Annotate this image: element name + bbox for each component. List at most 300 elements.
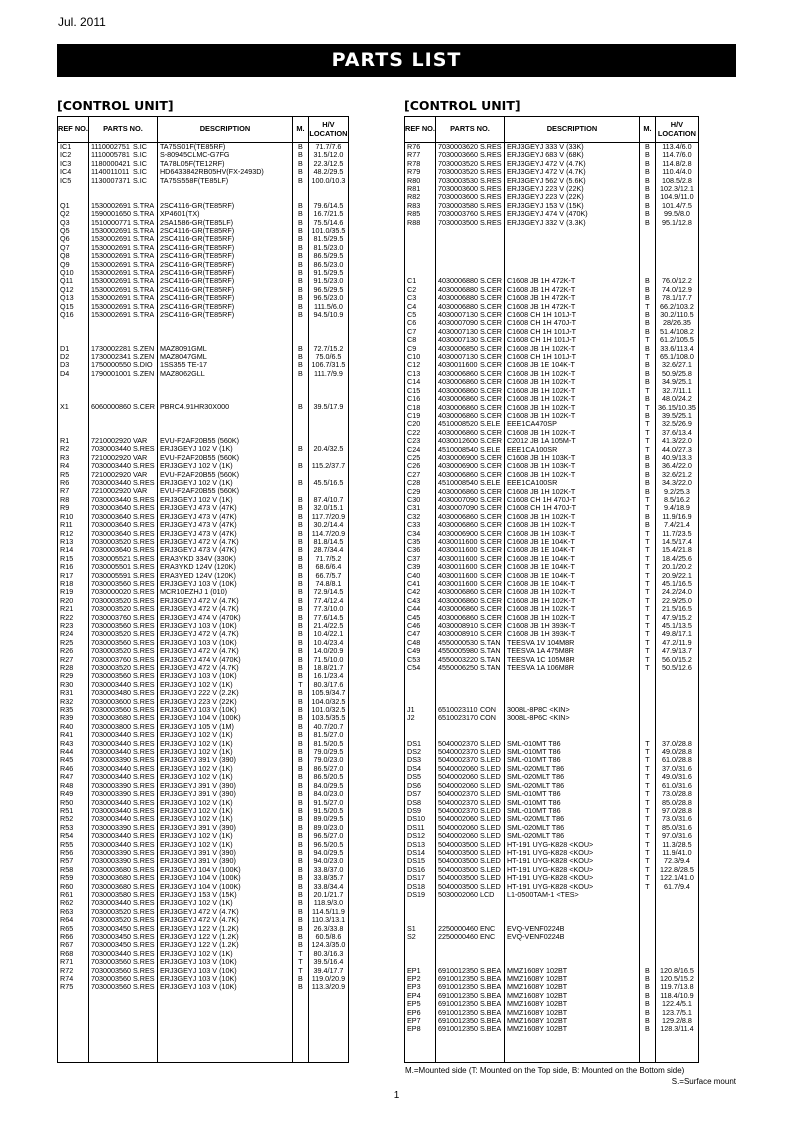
table-row — [405, 597, 699, 605]
description: C1608 JB 1H 102K-T — [504, 345, 639, 353]
part-type: S.RES — [131, 521, 157, 529]
location: 111.7/9.9 — [308, 370, 348, 378]
part-type: S.TRA — [131, 202, 157, 210]
mounted-side: B — [292, 925, 308, 933]
ref-no: R57 — [58, 857, 89, 865]
table-row — [405, 530, 699, 538]
mounted-side: B — [292, 799, 308, 807]
description: C1608 JB 1H 472K-T — [504, 294, 639, 302]
mounted-side: B — [292, 622, 308, 630]
description: 3008L-8P6C <KIN> — [504, 714, 639, 722]
ref-no: Q10 — [58, 269, 89, 277]
parts-no: 6910012350 — [436, 1009, 478, 1017]
table-row — [405, 983, 699, 991]
ref-no: IC4 — [58, 168, 89, 176]
description: C1608 JB 1E 104K-T — [504, 580, 639, 588]
table-row — [405, 773, 699, 781]
description: 2SC4116-GR(TE85RF) — [157, 244, 292, 252]
parts-no: 7030003680 — [89, 883, 131, 891]
location: 84.0/29.5 — [308, 782, 348, 790]
part-type: S.CER — [478, 538, 504, 546]
part-type: S.RES — [131, 639, 157, 647]
table-row — [405, 160, 699, 168]
ref-no: R63 — [58, 908, 89, 916]
location: 72.3/9.4 — [655, 857, 698, 865]
description: ERJ3GEYJ 102 V (1K) — [157, 731, 292, 739]
mounted-side: B — [292, 891, 308, 899]
location — [655, 252, 698, 260]
ref-no: C8 — [405, 336, 436, 344]
parts-no: 5040002060 — [436, 773, 478, 781]
part-type — [131, 320, 157, 328]
table-row — [405, 849, 699, 857]
location — [655, 261, 698, 269]
location: 72.7/15.2 — [308, 345, 348, 353]
header-location: H/V LOCATION — [655, 117, 698, 143]
ref-no: R52 — [58, 815, 89, 823]
table-row — [405, 454, 699, 462]
mounted-side — [639, 908, 655, 916]
mounted-side: B — [292, 286, 308, 294]
location — [655, 933, 698, 941]
mounted-side: T — [639, 588, 655, 596]
parts-no: 7030003450 — [89, 933, 131, 941]
location: 117.7/20.9 — [308, 513, 348, 521]
parts-no: 4030006860 — [436, 387, 478, 395]
parts-no: 4030007130 — [436, 336, 478, 344]
ref-no: R78 — [405, 160, 436, 168]
part-type: S.CER — [478, 370, 504, 378]
header-description: DESCRIPTION — [157, 117, 292, 143]
mounted-side: B — [639, 151, 655, 159]
mounted-side: T — [639, 572, 655, 580]
parts-no — [89, 395, 131, 403]
parts-no: 4030007130 — [436, 353, 478, 361]
description: C1608 JB 1E 104K-T — [504, 563, 639, 571]
location: 32.6/21.2 — [655, 471, 698, 479]
parts-no: 4030006860 — [436, 513, 478, 521]
parts-no — [436, 269, 478, 277]
description: ERJ3GEYJ 103 V (10K) — [157, 958, 292, 966]
description: TEESVA 1C 105M8R — [504, 656, 639, 664]
table-row — [58, 487, 349, 495]
table-row — [58, 403, 349, 411]
ref-no: C26 — [405, 462, 436, 470]
part-type: S.TAN — [478, 656, 504, 664]
location — [655, 706, 698, 714]
parts-no — [436, 908, 478, 916]
parts-no: 7030003520 — [89, 908, 131, 916]
mounted-side: B — [292, 815, 308, 823]
filler-cell — [292, 992, 308, 1063]
parts-no: 5040003500 — [436, 849, 478, 857]
description: ERJ3GEYJ 102 V (1K) — [157, 496, 292, 504]
ref-no: C32 — [405, 513, 436, 521]
table-row — [58, 555, 349, 563]
ref-no: R71 — [58, 958, 89, 966]
description — [157, 193, 292, 201]
part-type — [131, 328, 157, 336]
ref-no: EP8 — [405, 1025, 436, 1033]
part-type — [478, 252, 504, 260]
part-type: S.BEA — [478, 1025, 504, 1033]
ref-no: R13 — [58, 538, 89, 546]
location: 45.5/16.5 — [308, 479, 348, 487]
part-type: S.TRA — [131, 286, 157, 294]
table-row — [58, 361, 349, 369]
description: ERJ3GEYJ 102 V (1K) — [157, 773, 292, 781]
location: 48.2/29.5 — [308, 168, 348, 176]
location: 61.0/28.8 — [655, 756, 698, 764]
parts-no: 5040003500 — [436, 883, 478, 891]
description: ERJ3GEYJ 102 V (1K) — [157, 748, 292, 756]
description: TEESVA 1V 104M8R — [504, 639, 639, 647]
location — [308, 454, 348, 462]
description: EEE1CA100SR — [504, 446, 639, 454]
part-type: S.RES — [478, 193, 504, 201]
table-row — [405, 193, 699, 201]
ref-no — [58, 193, 89, 201]
location — [308, 328, 348, 336]
ref-no: C53 — [405, 656, 436, 664]
table-header-row — [405, 117, 699, 143]
description: C1608 JB 1H 102K-T — [504, 395, 639, 403]
ref-no: R24 — [58, 630, 89, 638]
ref-no — [405, 723, 436, 731]
location: 78.1/17.7 — [655, 294, 698, 302]
mounted-side — [639, 252, 655, 260]
part-type: S.IC — [131, 151, 157, 159]
description: 2SC4116-GR(TE85RF) — [157, 261, 292, 269]
mounted-side: B — [292, 647, 308, 655]
mounted-side: B — [292, 353, 308, 361]
description: ERJ3GEYJ 472 V (4.7K) — [157, 630, 292, 638]
table-row — [58, 832, 349, 840]
part-type: S.TRA — [131, 252, 157, 260]
table-row — [58, 899, 349, 907]
part-type: S.RES — [131, 546, 157, 554]
description: 2SC4116-GR(TE85RF) — [157, 235, 292, 243]
parts-no: 5040002060 — [436, 782, 478, 790]
table-row — [58, 672, 349, 680]
mounted-side: T — [639, 530, 655, 538]
location — [655, 689, 698, 697]
table-row — [405, 328, 699, 336]
description: C1608 JB 1E 104K-T — [504, 361, 639, 369]
parts-no: 7030003520 — [89, 605, 131, 613]
part-type: S.RES — [131, 723, 157, 731]
parts-no: 7030003440 — [89, 832, 131, 840]
part-type: S.CER — [478, 328, 504, 336]
table-row — [58, 563, 349, 571]
mounted-side — [639, 925, 655, 933]
location: 24.2/24.0 — [655, 588, 698, 596]
part-type: S.LED — [478, 832, 504, 840]
table-row — [58, 303, 349, 311]
part-type: S.CER — [478, 563, 504, 571]
parts-no: 5040003500 — [436, 841, 478, 849]
ref-no: S1 — [405, 925, 436, 933]
parts-no: 7030003520 — [89, 916, 131, 924]
ref-no: C30 — [405, 496, 436, 504]
description: PBRC4.91HR30X000 — [157, 403, 292, 411]
part-type — [131, 378, 157, 386]
header-parts-no: PARTS NO. — [436, 117, 505, 143]
table-row — [58, 824, 349, 832]
description — [504, 681, 639, 689]
table-row — [58, 378, 349, 386]
location: 45.1/16.5 — [655, 580, 698, 588]
description: C1608 CH 1H 470J-T — [504, 496, 639, 504]
table-row — [58, 849, 349, 857]
table-row — [58, 513, 349, 521]
description: MMZ1608Y 102BT — [504, 1025, 639, 1033]
location: 47.2/11.9 — [655, 639, 698, 647]
filler-cell — [89, 992, 131, 1063]
part-type: S.TAN — [478, 639, 504, 647]
table-row — [405, 227, 699, 235]
mounted-side: B — [639, 286, 655, 294]
description: SML-020MLT T86 — [504, 815, 639, 823]
location: 81.5/29.5 — [308, 235, 348, 243]
mounted-side — [639, 673, 655, 681]
table-row — [58, 941, 349, 949]
ref-no: EP5 — [405, 1000, 436, 1008]
ref-no: R67 — [58, 941, 89, 949]
mounted-side: B — [639, 202, 655, 210]
parts-no: 4030006860 — [436, 370, 478, 378]
parts-no: 7210002920 — [89, 487, 131, 495]
parts-no: 7030003450 — [89, 925, 131, 933]
part-type: S.TRA — [131, 269, 157, 277]
table-row — [405, 799, 699, 807]
mounted-side: T — [639, 429, 655, 437]
table-row — [405, 841, 699, 849]
mounted-side: B — [292, 580, 308, 588]
parts-no: 4030008910 — [436, 622, 478, 630]
table-row — [405, 748, 699, 756]
table-row — [405, 311, 699, 319]
mounted-side: B — [292, 597, 308, 605]
mounted-side: B — [292, 857, 308, 865]
description: C1608 CH 1H 470J-T — [504, 504, 639, 512]
part-type: S.IC — [131, 168, 157, 176]
page-number: 1 — [393, 1090, 400, 1101]
mounted-side — [292, 185, 308, 193]
parts-no — [436, 950, 478, 958]
table-row — [58, 782, 349, 790]
parts-no — [89, 185, 131, 193]
table-row — [58, 294, 349, 302]
table-row — [58, 967, 349, 975]
description: ERJ3GEYJ 391 V (390) — [157, 790, 292, 798]
location: 105.9/34.7 — [308, 689, 348, 697]
parts-no: 7030003520 — [89, 597, 131, 605]
part-type: S.RES — [131, 462, 157, 470]
description — [504, 269, 639, 277]
table-row — [58, 773, 349, 781]
location: 34.3/22.0 — [655, 479, 698, 487]
location: 96.5/29.5 — [308, 286, 348, 294]
description: ERJ3GEYJ 103 V (10K) — [157, 672, 292, 680]
location: 49.8/17.1 — [655, 630, 698, 638]
location: 30.2/110.5 — [655, 311, 698, 319]
table-row — [405, 950, 699, 958]
location: 22.9/25.0 — [655, 597, 698, 605]
mounted-side: B — [292, 219, 308, 227]
ref-no: DS17 — [405, 874, 436, 882]
description: C1608 JB 1H 472K-T — [504, 303, 639, 311]
parts-no: 7030003560 — [89, 706, 131, 714]
mounted-side — [292, 378, 308, 386]
table-row — [405, 723, 699, 731]
location: 8.5/16.2 — [655, 496, 698, 504]
part-type: S.ZEN — [131, 353, 157, 361]
ref-no: C49 — [405, 647, 436, 655]
ref-no — [405, 950, 436, 958]
ref-no: DS14 — [405, 849, 436, 857]
parts-no: 1790001001 — [89, 370, 131, 378]
mounted-side: B — [639, 471, 655, 479]
parts-no: 4030007090 — [436, 504, 478, 512]
parts-no: 7030003440 — [89, 445, 131, 453]
mounted-side — [639, 244, 655, 252]
table-row — [405, 202, 699, 210]
parts-no — [436, 958, 478, 966]
mounted-side: B — [292, 824, 308, 832]
mounted-side: B — [639, 210, 655, 218]
mounted-side: B — [292, 689, 308, 697]
part-type: S.RES — [478, 177, 504, 185]
description: C1608 CH 1H 101J-T — [504, 311, 639, 319]
mounted-side: T — [639, 580, 655, 588]
part-type: S.RES — [131, 706, 157, 714]
description: ERJ3GEYJ 473 V (47K) — [157, 513, 292, 521]
part-type: S.BEA — [478, 975, 504, 983]
ref-no: R61 — [58, 891, 89, 899]
table-row — [405, 580, 699, 588]
parts-no: 4510008520 — [436, 420, 478, 428]
mounted-side: B — [639, 454, 655, 462]
description: C1608 JB 1H 472K-T — [504, 286, 639, 294]
table-row — [405, 975, 699, 983]
table-row — [58, 572, 349, 580]
location: 124.3/35.0 — [308, 941, 348, 949]
ref-no: Q1 — [58, 202, 89, 210]
ref-no: C3 — [405, 294, 436, 302]
table-row — [405, 807, 699, 815]
description: C1608 CH 1H 101J-T — [504, 328, 639, 336]
mounted-side: B — [292, 883, 308, 891]
location: 87.4/10.7 — [308, 496, 348, 504]
parts-no: 7030003520 — [89, 647, 131, 655]
mounted-side: B — [292, 630, 308, 638]
mounted-side: T — [639, 807, 655, 815]
ref-no: R80 — [405, 177, 436, 185]
table-row — [58, 614, 349, 622]
location: 80.3/17.6 — [308, 681, 348, 689]
part-type: S.RES — [131, 740, 157, 748]
location: 32.6/27.1 — [655, 361, 698, 369]
mounted-side — [639, 706, 655, 714]
parts-no: 7030003580 — [89, 891, 131, 899]
location: 61.0/31.6 — [655, 782, 698, 790]
ref-no — [405, 731, 436, 739]
ref-no: C36 — [405, 546, 436, 554]
ref-no: R56 — [58, 849, 89, 857]
ref-no: DS13 — [405, 841, 436, 849]
location: 96.5/27.0 — [308, 832, 348, 840]
parts-no: 7030003390 — [89, 824, 131, 832]
location: 115.2/37.7 — [308, 462, 348, 470]
table-row — [58, 412, 349, 420]
table-header-row — [58, 117, 349, 143]
description: ERJ3GEYJ 223 V (22K) — [504, 185, 639, 193]
mounted-side: B — [639, 185, 655, 193]
part-type: S.RES — [131, 925, 157, 933]
table-row — [58, 235, 349, 243]
ref-no: R81 — [405, 185, 436, 193]
table-row — [405, 689, 699, 697]
description — [157, 387, 292, 395]
parts-no: 5040002060 — [436, 815, 478, 823]
ref-no: R3 — [58, 454, 89, 462]
ref-no: R26 — [58, 647, 89, 655]
parts-no: 1530002691 — [89, 286, 131, 294]
ref-no: C46 — [405, 622, 436, 630]
location: 91.5/27.0 — [308, 799, 348, 807]
description: C1608 JB 1H 472K-T — [504, 277, 639, 285]
mounted-side: B — [639, 168, 655, 176]
ref-no: C12 — [405, 361, 436, 369]
part-type: S.IC — [131, 177, 157, 185]
mounted-side: T — [639, 437, 655, 445]
location: 86.5/23.0 — [308, 261, 348, 269]
location: 106.7/31.5 — [308, 361, 348, 369]
ref-no: R51 — [58, 807, 89, 815]
ref-no: R21 — [58, 605, 89, 613]
parts-no: 4030007130 — [436, 328, 478, 336]
mounted-side: B — [639, 975, 655, 983]
part-type: S.RES — [131, 916, 157, 924]
description: ERJ3GEYJ 472 V (4.7K) — [157, 664, 292, 672]
table-row — [405, 378, 699, 386]
mounted-side: B — [292, 841, 308, 849]
part-type — [131, 193, 157, 201]
table-row — [405, 361, 699, 369]
ref-no — [405, 244, 436, 252]
mounted-side: B — [292, 277, 308, 285]
part-type: S.CER — [478, 471, 504, 479]
parts-no: 5040002060 — [436, 765, 478, 773]
part-type: S.TRA — [131, 261, 157, 269]
mounted-side: B — [292, 252, 308, 260]
table-row — [405, 496, 699, 504]
description: ERJ3GEYJ 472 V (4.7K) — [504, 168, 639, 176]
parts-no: 5040002370 — [436, 799, 478, 807]
description — [157, 412, 292, 420]
ref-no: C16 — [405, 395, 436, 403]
table-row — [405, 790, 699, 798]
parts-no: 1750000550 — [89, 361, 131, 369]
part-type: S.RES — [131, 479, 157, 487]
description: ERJ3GEYJ 102 V (1K) — [157, 445, 292, 453]
mounted-side: T — [639, 336, 655, 344]
location: 96.5/20.5 — [308, 841, 348, 849]
parts-no: 7030003560 — [89, 958, 131, 966]
ref-no: Q3 — [58, 219, 89, 227]
mounted-side: B — [292, 303, 308, 311]
